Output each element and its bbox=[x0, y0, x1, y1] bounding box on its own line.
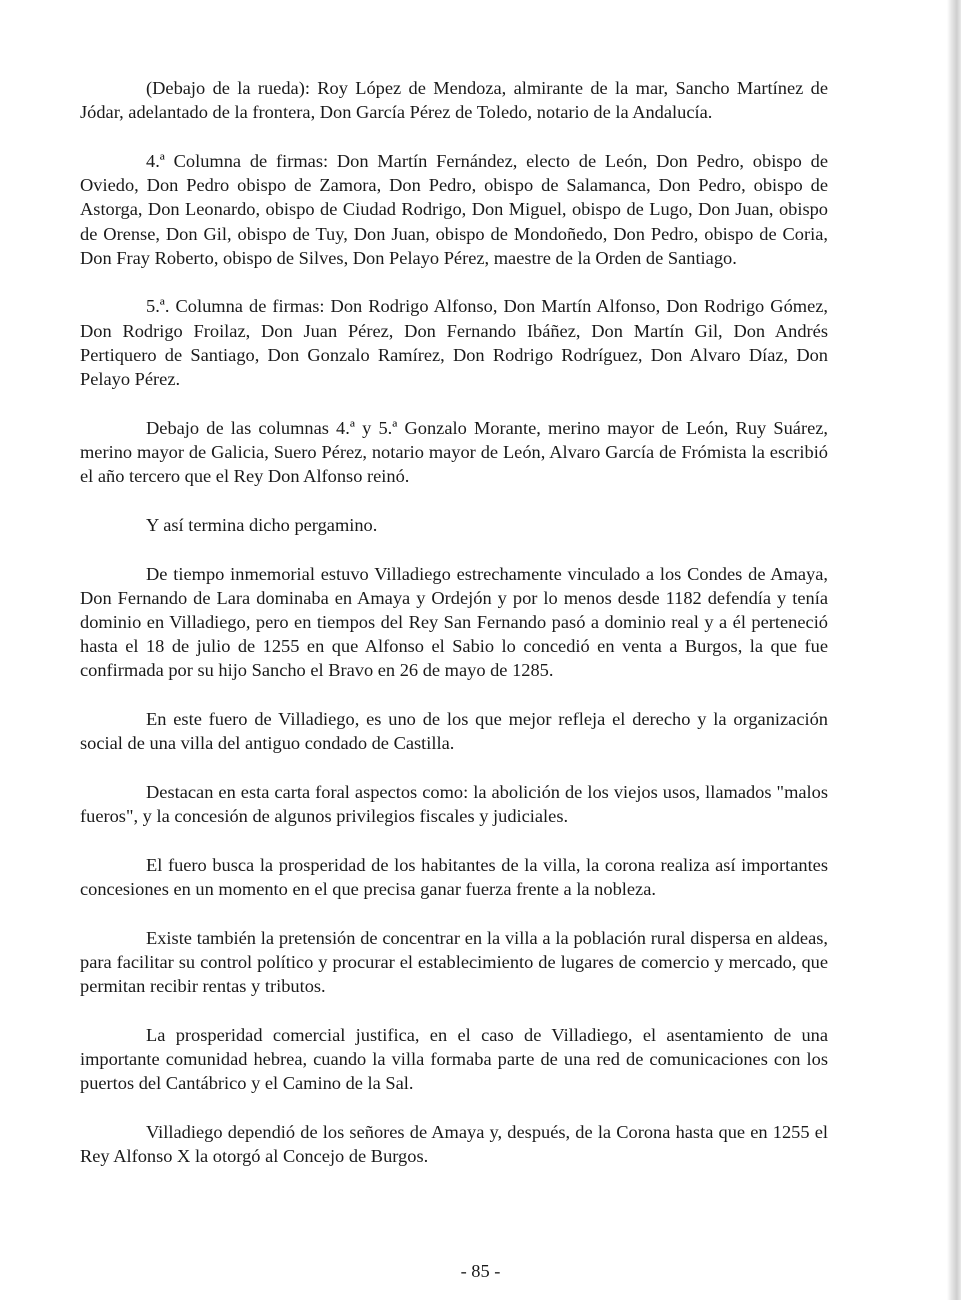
paragraph-termina-pergamino: Y así termina dicho pergamino. bbox=[146, 514, 378, 535]
paragraph-concejo-burgos: Villadiego dependió de los señores de Amaya y, después, de la Corona hasta que en 1255 el Rey Alfonso X la otorgó al Concejo de Burgos. bbox=[80, 1122, 828, 1167]
document-body bbox=[80, 76, 828, 1193]
paragraph-carta-foral: Destacan en esta carta foral aspectos como: la abolición de los viejos usos, llamados "malos fueros", y la concesión de algunos privilegios fiscales y judiciales. bbox=[80, 781, 828, 827]
scan-page-edge-shadow bbox=[947, 0, 961, 1300]
paragraph-debajo-rueda: (Debajo de la rueda): Roy López de Mendoza, almirante de la mar, Sancho Martínez de Jódar, adelantado de la frontera, Don García Pérez de Toledo, notario de la Andalucía. bbox=[80, 78, 828, 123]
paragraph-debajo-columnas: Debajo de las columnas 4.ª y 5.ª Gonzalo Morante, merino mayor de León, Ruy Suárez, merino mayor de Galicia, Suero Pérez, notario mayor de León, Alvaro García de Frómista la escribió el año tercero que el Rey Don Alfonso reinó. bbox=[80, 417, 828, 487]
paragraph-quinta-columna: 5.ª. Columna de firmas: Don Rodrigo Alfonso, Don Martín Alfonso, Don Rodrigo Gómez, Don Rodrigo Froilaz, Don Juan Pérez, Don Fernando Ibáñez, Don Martín Gil, Don Andrés Pertiquero de Santiago, Don Gonzalo Ramírez, Don Rodrigo Rodríguez, Don Alvaro Díaz, Don Pelayo Pérez. bbox=[80, 296, 828, 390]
paragraph-fuero-villadiego: En este fuero de Villadiego, es uno de los que mejor refleja el derecho y la organización social de una villa del antiguo condado de Castilla. bbox=[80, 709, 828, 754]
paragraph-tiempo-inmemorial: De tiempo inmemorial estuvo Villadiego estrechamente vinculado a los Condes de Amaya, Don Fernando de Lara dominaba en Amaya y Ordejón y por lo menos desde 1182 defendía y tenía dominio en Villadiego, pero en tiempos del Rey San Fernando pasó a dominio real y a él perteneció hasta el 18 de julio de 1255 en que Alfonso el Sabio lo concedió en venta a Burgos, la que fue confirmada por su hijo Sancho el Bravo en 26 de mayo de 1285. bbox=[80, 563, 828, 681]
paragraph-poblacion-rural: Existe también la pretensión de concentrar en la villa a la población rural dispersa en aldeas, para facilitar su control político y procurar el establecimiento de lugares de comercio y mercado, que permitan recibir rentas y tributos. bbox=[80, 927, 828, 997]
page-number: - 85 - bbox=[460, 1261, 501, 1281]
paragraph-comunidad-hebrea: La prosperidad comercial justifica, en el caso de Villadiego, el asentamiento de una importante comunidad hebrea, cuando la villa formaba parte de una red de comunicaciones con los puertos del Cantábrico y el Camino de la Sal. bbox=[80, 1024, 828, 1094]
paragraph-prosperidad-habitantes: El fuero busca la prosperidad de los habitantes de la villa, la corona realiza así importantes concesiones en un momento en el que precisa ganar fuerza frente a la nobleza. bbox=[80, 854, 828, 900]
paragraph-cuarta-columna: 4.ª Columna de firmas: Don Martín Fernández, electo de León, Don Pedro, obispo de Oviedo, Don Pedro obispo de Zamora, Don Pedro, obispo de Salamanca, Don Pedro, obispo de Astorga, Don Leonardo, obispo de Ciudad Rodrigo, Don Miguel, obispo de Lugo, Don Juan, obispo de Orense, Don Gil, obispo de Tuy, Don Juan, obispo de Mondoñedo, Don Pedro, obispo de Coria, Don Fray Roberto, obispo de Silves, Don Pelayo Pérez, maestre de la Orden de Santiago. bbox=[80, 150, 828, 268]
